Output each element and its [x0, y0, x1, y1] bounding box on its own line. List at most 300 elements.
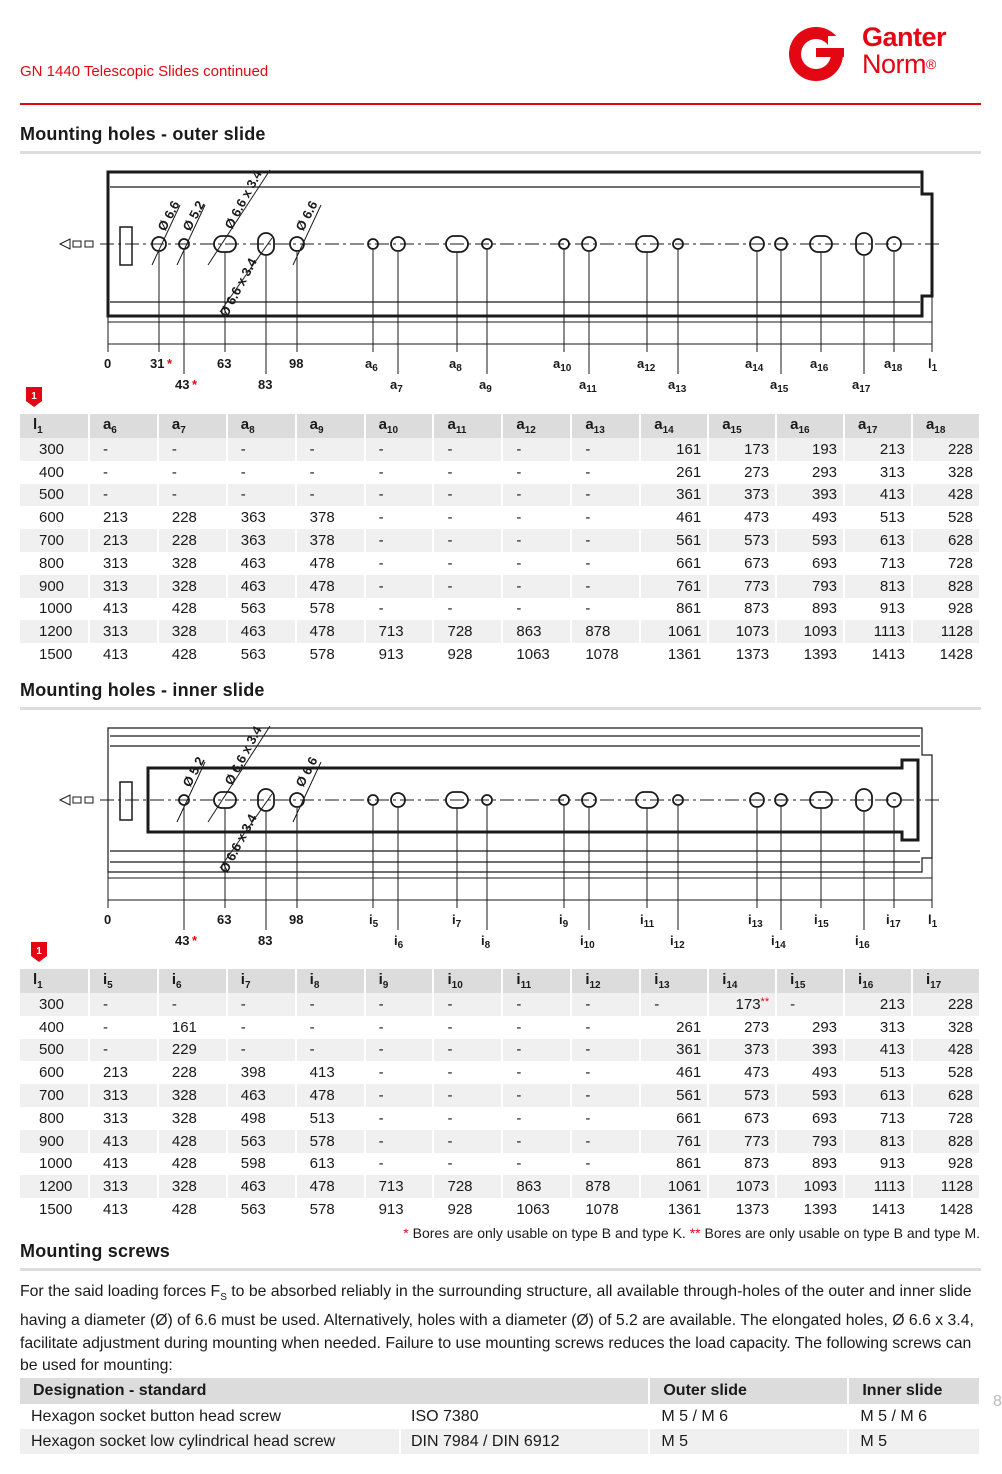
- table-cell: -: [434, 1061, 503, 1084]
- inner-dim-0: 0: [104, 912, 112, 927]
- screw-standard: DIN 7984 / DIN 6912: [401, 1429, 650, 1454]
- footnote-text-2: Bores are only usable on type B and type M.: [700, 1225, 980, 1241]
- table-cell: 728: [913, 1107, 981, 1130]
- table-cell: 313: [90, 575, 159, 598]
- table-cell: 313: [90, 552, 159, 575]
- inner-section-title: Mounting holes - inner slide: [20, 680, 265, 700]
- table-cell: 463: [228, 575, 297, 598]
- table-cell: 193: [777, 438, 845, 461]
- inner-hole-label-1: Ø 5.2: [179, 754, 208, 790]
- table-cell: 873: [709, 1153, 777, 1176]
- table-cell: -: [503, 461, 572, 484]
- table-cell: 928: [913, 598, 981, 621]
- table-cell: -: [434, 552, 503, 575]
- table-cell: -: [228, 484, 297, 507]
- table-cell: -: [434, 529, 503, 552]
- table-cell: -: [503, 575, 572, 598]
- table-cell: 661: [641, 552, 709, 575]
- table-cell: 673: [709, 552, 777, 575]
- table-cell: 161: [159, 1016, 228, 1039]
- table-cell: 313: [90, 1107, 159, 1130]
- table-cell: 863: [503, 1175, 572, 1198]
- screw-name: Hexagon socket low cylindrical head screw: [20, 1429, 401, 1454]
- table-cell: 563: [228, 1130, 297, 1153]
- table-cell: 913: [845, 598, 913, 621]
- table-cell: -: [572, 438, 641, 461]
- table-cell: -: [434, 1130, 503, 1153]
- table-cell: 173**: [709, 993, 777, 1016]
- table-cell: 761: [641, 1130, 709, 1153]
- table-cell: 400: [20, 1016, 90, 1039]
- screw-standard: ISO 7380: [401, 1404, 650, 1429]
- table-cell: 563: [228, 598, 297, 621]
- table-cell: 873: [709, 598, 777, 621]
- logo-wordmark: [862, 24, 946, 78]
- table-cell: -: [366, 1061, 435, 1084]
- table-cell: -: [434, 461, 503, 484]
- outer-slide-drawing: [0, 160, 1000, 400]
- table-row: [20, 575, 981, 598]
- table-cell: 328: [913, 1016, 981, 1039]
- table-cell: 528: [913, 506, 981, 529]
- table-cell: 273: [709, 461, 777, 484]
- outer-dim-98: 98: [289, 356, 304, 371]
- table-cell: 428: [159, 1198, 228, 1221]
- table-cell: -: [159, 484, 228, 507]
- table-cell: 913: [366, 643, 435, 666]
- svg-text:1: 1: [31, 391, 37, 402]
- table-row: [20, 1175, 981, 1198]
- page-header-title: GN 1440 Telescopic Slides continued: [20, 63, 269, 80]
- table-row: [20, 1061, 981, 1084]
- table-cell: 413: [90, 598, 159, 621]
- table-cell: 213: [845, 438, 913, 461]
- table-cell: 773: [709, 575, 777, 598]
- table-cell: 1128: [913, 1175, 981, 1198]
- inner-dim-83: 83: [258, 933, 273, 948]
- table-cell: 561: [641, 529, 709, 552]
- table-cell: -: [228, 438, 297, 461]
- table-row: [20, 598, 981, 621]
- table-cell: 800: [20, 1107, 90, 1130]
- table-cell: -: [572, 598, 641, 621]
- table-cell: -: [572, 1016, 641, 1039]
- table-cell: 261: [641, 1016, 709, 1039]
- inner-holes-table: [20, 969, 981, 1221]
- table-cell: 1073: [709, 620, 777, 643]
- table-cell: 428: [913, 1039, 981, 1062]
- inner-table-header-i7: $i_7$: [228, 969, 297, 993]
- table-cell: 1500: [20, 1198, 90, 1221]
- logo-text-bottom: [862, 51, 946, 78]
- inner-dim-label-i8: $i_8$: [481, 933, 491, 951]
- table-cell: 428: [159, 1130, 228, 1153]
- table-cell: 713: [845, 1107, 913, 1130]
- table-cell: -: [434, 1107, 503, 1130]
- table-row: [20, 1107, 981, 1130]
- inner-note-badge-icon: [31, 942, 47, 962]
- table-cell: 413: [90, 1130, 159, 1153]
- outer-table-header-a13: $a_{13}$: [572, 414, 641, 438]
- inner-section-rule: [20, 707, 981, 710]
- table-cell: 863: [503, 620, 572, 643]
- table-cell: 313: [90, 620, 159, 643]
- table-cell: -: [503, 484, 572, 507]
- table-cell: 373: [709, 1039, 777, 1062]
- table-cell: -: [503, 1153, 572, 1176]
- table-cell: -: [434, 1084, 503, 1107]
- table-cell: 1428: [913, 1198, 981, 1221]
- table-cell: 578: [297, 1198, 366, 1221]
- table-row: [20, 1404, 981, 1429]
- outer-section-title: Mounting holes - outer slide: [20, 124, 266, 144]
- outer-dim-43: 43: [175, 377, 190, 392]
- table-cell: 328: [159, 620, 228, 643]
- outer-table-header-a7: $a_7$: [159, 414, 228, 438]
- inner-dim-43: 43: [175, 933, 190, 948]
- para-part-1: For the said loading forces F: [20, 1283, 221, 1300]
- table-cell: 478: [297, 1084, 366, 1107]
- outer-hole-label-1: Ø 6.6: [154, 198, 183, 234]
- table-cell: 661: [641, 1107, 709, 1130]
- table-cell: 463: [228, 1175, 297, 1198]
- outer-note-badge-icon: [26, 387, 42, 407]
- table-cell: -: [366, 529, 435, 552]
- table-cell: -: [90, 461, 159, 484]
- table-cell: 828: [913, 575, 981, 598]
- outer-table-header-a12: $a_{12}$: [503, 414, 572, 438]
- table-cell: -: [434, 1039, 503, 1062]
- table-cell: 493: [777, 506, 845, 529]
- table-cell: 928: [434, 643, 503, 666]
- table-cell: 528: [913, 1061, 981, 1084]
- table-cell: 900: [20, 575, 90, 598]
- table-cell: 598: [228, 1153, 297, 1176]
- table-row: [20, 1084, 981, 1107]
- inner-table-header-i10: $i_{10}$: [434, 969, 503, 993]
- inner-hole-label-4: Ø 6.6 x 3.4: [216, 811, 260, 876]
- table-cell: -: [572, 506, 641, 529]
- table-cell: 228: [159, 506, 228, 529]
- table-cell: -: [503, 598, 572, 621]
- inner-table-header-i14: $i_{14}$: [709, 969, 777, 993]
- outer-dim-label-l1: $l_1$: [928, 356, 938, 374]
- table-cell: -: [366, 1130, 435, 1153]
- table-cell: -: [572, 1084, 641, 1107]
- table-row: [20, 1130, 981, 1153]
- table-cell: 463: [228, 620, 297, 643]
- table-cell: 229: [159, 1039, 228, 1062]
- table-cell: -: [572, 1153, 641, 1176]
- table-cell: 800: [20, 552, 90, 575]
- table-cell: 513: [297, 1107, 366, 1130]
- logo-norm: Norm: [862, 49, 926, 79]
- footnote-star-2: **: [689, 1225, 701, 1241]
- para-part-2: to be absorbed reliably in the surrounding structure, all available through-holes of the outer and inner slide having a diameter (Ø) of 6.6 must be used. Alternatively, holes with a diameter (Ø) of 5.2 are available. The elongated holes, Ø 6.6 x 3.4, facilitate adjustment during mounting when needed. Failure to use mounting screws reduces the load capacity. The following screws can be used for mounting:: [20, 1283, 974, 1375]
- table-cell: 1078: [572, 1198, 641, 1221]
- outer-table-header-a11: $a_{11}$: [434, 414, 503, 438]
- table-cell: 913: [845, 1153, 913, 1176]
- outer-hole-label-3: Ø 6.6 x 3.4: [221, 167, 265, 232]
- table-cell: -: [572, 575, 641, 598]
- table-cell: 1413: [845, 1198, 913, 1221]
- table-cell: 713: [845, 552, 913, 575]
- table-cell: -: [366, 506, 435, 529]
- table-cell: 700: [20, 529, 90, 552]
- table-cell: 428: [159, 643, 228, 666]
- table-cell: -: [503, 1130, 572, 1153]
- inner-table-header-l1: $l_1$: [20, 969, 90, 993]
- table-cell: 428: [913, 484, 981, 507]
- table-cell: 313: [90, 1084, 159, 1107]
- table-cell: 1000: [20, 1153, 90, 1176]
- table-cell: 493: [777, 1061, 845, 1084]
- inner-dim-43-star: *: [192, 933, 198, 948]
- table-cell: -: [228, 1016, 297, 1039]
- table-cell: 563: [228, 643, 297, 666]
- table-cell: 393: [777, 1039, 845, 1062]
- outer-dim-label-a14: $a_{14}$: [745, 356, 764, 374]
- inner-dim-label-i9: $i_9$: [559, 912, 569, 930]
- table-cell: -: [434, 438, 503, 461]
- table-cell: -: [366, 575, 435, 598]
- table-cell: 1413: [845, 643, 913, 666]
- table-cell: 713: [366, 1175, 435, 1198]
- table-cell: 478: [297, 1175, 366, 1198]
- table-cell: 1113: [845, 1175, 913, 1198]
- table-cell: 393: [777, 484, 845, 507]
- table-cell: -: [641, 993, 709, 1016]
- inner-dim-63: 63: [217, 912, 232, 927]
- table-cell: 1361: [641, 1198, 709, 1221]
- table-cell: 713: [366, 620, 435, 643]
- table-cell: -: [572, 1061, 641, 1084]
- table-cell: 398: [228, 1061, 297, 1084]
- table-cell: 363: [228, 506, 297, 529]
- inner-slide-drawing: [0, 720, 1000, 960]
- inner-dim-label-i7: $i_7$: [452, 912, 462, 930]
- outer-table-header-a16: $a_{16}$: [777, 414, 845, 438]
- outer-dim-63: 63: [217, 356, 232, 371]
- footnote-star-1: *: [403, 1225, 409, 1241]
- table-cell: 1373: [709, 643, 777, 666]
- table-cell: 1063: [503, 643, 572, 666]
- inner-dim-label-i11: $i_{11}$: [640, 912, 655, 930]
- table-cell: 928: [434, 1198, 503, 1221]
- table-cell: -: [572, 461, 641, 484]
- table-cell: 893: [777, 1153, 845, 1176]
- table-cell: -: [366, 438, 435, 461]
- outer-dim-label-a7: $a_7$: [390, 377, 403, 395]
- table-cell: 813: [845, 575, 913, 598]
- table-cell: -: [228, 461, 297, 484]
- inner-table-header-i5: $i_5$: [90, 969, 159, 993]
- table-cell: 413: [90, 1198, 159, 1221]
- table-cell: 573: [709, 529, 777, 552]
- table-cell: 1128: [913, 620, 981, 643]
- table-cell: 1113: [845, 620, 913, 643]
- table-cell: 728: [434, 620, 503, 643]
- table-row: [20, 438, 981, 461]
- table-cell: 1200: [20, 620, 90, 643]
- table-row: [20, 1198, 981, 1221]
- outer-table-header-row: [20, 414, 981, 438]
- screws-paragraph: [20, 1281, 982, 1378]
- table-cell: -: [503, 506, 572, 529]
- table-cell: -: [366, 1107, 435, 1130]
- outer-hole-label-2: Ø 5.2: [179, 198, 208, 234]
- table-cell: -: [572, 1107, 641, 1130]
- table-cell: -: [503, 1107, 572, 1130]
- table-row: [20, 1039, 981, 1062]
- outer-table-header-a17: $a_{17}$: [845, 414, 913, 438]
- table-cell: 413: [90, 1153, 159, 1176]
- outer-dim-label-a18: $a_{18}$: [884, 356, 903, 374]
- table-cell: 578: [297, 643, 366, 666]
- table-cell: -: [366, 1016, 435, 1039]
- inner-table-header-i8: $i_8$: [297, 969, 366, 993]
- outer-dim-31-star: *: [167, 356, 173, 371]
- table-cell: 1061: [641, 1175, 709, 1198]
- outer-hole-label-5: Ø 6.6 x 3.4: [216, 255, 260, 320]
- table-cell: 328: [159, 552, 228, 575]
- inner-table-header-i15: $i_{15}$: [777, 969, 845, 993]
- table-cell: 1093: [777, 1175, 845, 1198]
- inner-table-header-i12: $i_{12}$: [572, 969, 641, 993]
- table-cell: 1000: [20, 598, 90, 621]
- table-cell: -: [434, 993, 503, 1016]
- table-cell: -: [90, 484, 159, 507]
- table-row: [20, 1429, 981, 1454]
- table-cell: 378: [297, 529, 366, 552]
- table-cell: -: [297, 438, 366, 461]
- table-cell: -: [503, 1084, 572, 1107]
- table-cell: 628: [913, 1084, 981, 1107]
- outer-dim-label-a11: $a_{11}$: [579, 377, 597, 395]
- table-cell: -: [503, 438, 572, 461]
- screw-outer: M 5 / M 6: [650, 1404, 849, 1429]
- screws-section-rule: [20, 1268, 981, 1271]
- outer-dim-label-a10: $a_{10}$: [553, 356, 572, 374]
- screw-outer: M 5: [650, 1429, 849, 1454]
- inner-hole-label-3: Ø 6.6: [292, 754, 321, 790]
- table-cell: 561: [641, 1084, 709, 1107]
- table-cell: -: [297, 1016, 366, 1039]
- table-cell: 328: [159, 575, 228, 598]
- inner-dim-label-i17: $i_{17}$: [886, 912, 901, 930]
- table-cell: 363: [228, 529, 297, 552]
- outer-dim-31: 31: [150, 356, 165, 371]
- inner-table-header-i17: $i_{17}$: [913, 969, 981, 993]
- table-cell: -: [90, 1039, 159, 1062]
- table-cell: 313: [845, 1016, 913, 1039]
- inner-table-header-i11: $i_{11}$: [503, 969, 572, 993]
- outer-table-header-a6: $a_6$: [90, 414, 159, 438]
- table-cell: 1073: [709, 1175, 777, 1198]
- table-cell: -: [228, 1039, 297, 1062]
- outer-table-header-a9: $a_9$: [297, 414, 366, 438]
- footnote-text-1: Bores are only usable on type B and type K.: [408, 1225, 690, 1241]
- outer-dim-0: 0: [104, 356, 112, 371]
- table-cell: 313: [845, 461, 913, 484]
- table-cell: 428: [159, 1153, 228, 1176]
- outer-dim-label-a17: $a_{17}$: [852, 377, 871, 395]
- inner-dim-label-i10: $i_{10}$: [580, 933, 595, 951]
- table-cell: 513: [845, 506, 913, 529]
- table-cell: 300: [20, 993, 90, 1016]
- table-cell: 1393: [777, 643, 845, 666]
- table-cell: 413: [90, 643, 159, 666]
- table-cell: 161: [641, 438, 709, 461]
- table-cell: 293: [777, 461, 845, 484]
- table-cell: 413: [297, 1061, 366, 1084]
- header-divider: [20, 103, 981, 105]
- table-cell: -: [366, 993, 435, 1016]
- table-cell: 793: [777, 1130, 845, 1153]
- table-cell: 1093: [777, 620, 845, 643]
- table-cell: -: [434, 575, 503, 598]
- outer-dim-83: 83: [258, 377, 273, 392]
- table-cell: 261: [641, 461, 709, 484]
- table-cell: 361: [641, 484, 709, 507]
- table-cell: 228: [159, 1061, 228, 1084]
- outer-dim-label-a15: $a_{15}$: [770, 377, 789, 395]
- table-row: [20, 1016, 981, 1039]
- table-cell: 693: [777, 1107, 845, 1130]
- outer-table-header-a14: $a_{14}$: [641, 414, 709, 438]
- table-cell: 673: [709, 1107, 777, 1130]
- table-cell: -: [366, 1039, 435, 1062]
- table-cell: -: [297, 1039, 366, 1062]
- outer-dim-label-a16: $a_{16}$: [810, 356, 829, 374]
- table-cell: 413: [845, 484, 913, 507]
- outer-dim-label-a8: $a_8$: [449, 356, 462, 374]
- table-cell: 600: [20, 1061, 90, 1084]
- table-cell: 463: [228, 552, 297, 575]
- table-cell: 1500: [20, 643, 90, 666]
- table-cell: 228: [159, 529, 228, 552]
- table-cell: 498: [228, 1107, 297, 1130]
- table-cell: -: [228, 993, 297, 1016]
- footnote: [403, 1225, 980, 1241]
- table-cell: -: [503, 993, 572, 1016]
- table-cell: 773: [709, 1130, 777, 1153]
- table-cell: 413: [845, 1039, 913, 1062]
- inner-table-header-row: [20, 969, 981, 993]
- table-cell: -: [159, 438, 228, 461]
- table-row: [20, 643, 981, 666]
- table-row: [20, 461, 981, 484]
- table-cell: -: [572, 552, 641, 575]
- table-cell: 578: [297, 598, 366, 621]
- table-cell: 878: [572, 1175, 641, 1198]
- table-cell: 1200: [20, 1175, 90, 1198]
- table-cell: 913: [366, 1198, 435, 1221]
- table-row: [20, 620, 981, 643]
- table-cell: -: [159, 461, 228, 484]
- table-cell: 1428: [913, 643, 981, 666]
- table-row: [20, 1153, 981, 1176]
- table-cell: 728: [434, 1175, 503, 1198]
- inner-dim-label-i15: $i_{15}$: [814, 912, 829, 930]
- table-cell: -: [777, 993, 845, 1016]
- table-cell: -: [366, 552, 435, 575]
- table-cell: 463: [228, 1084, 297, 1107]
- table-cell: 593: [777, 1084, 845, 1107]
- inner-dim-label-i14: $i_{14}$: [771, 933, 786, 951]
- table-cell: -: [90, 993, 159, 1016]
- logo-text-top: Ganter: [862, 22, 947, 52]
